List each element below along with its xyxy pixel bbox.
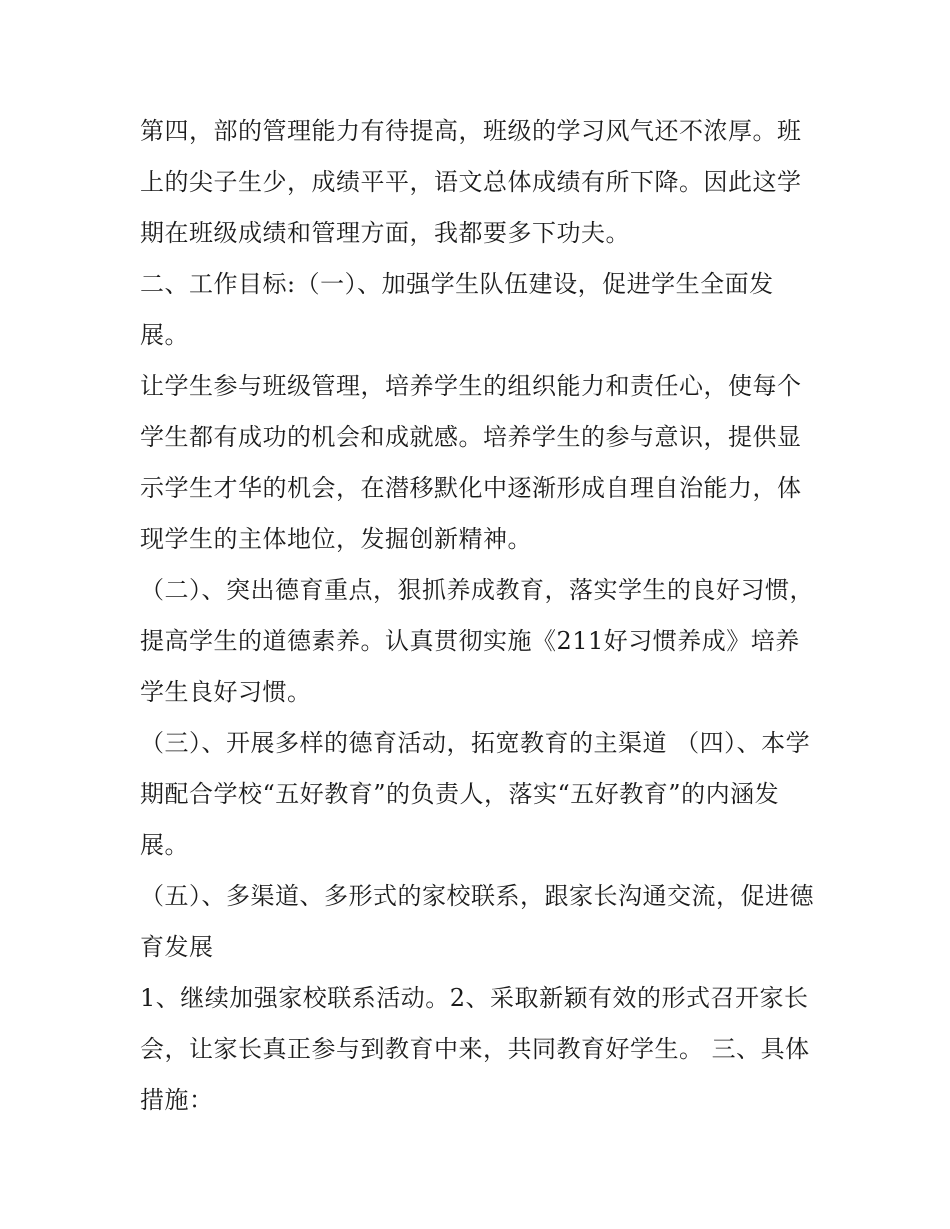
paragraph-home-school-contact: （五）、多渠道、多形式的家校联系，跟家长沟通交流，促进德育发展: [140, 882, 814, 961]
paragraph-problem-statement: 第四，部的管理能力有待提高，班级的学习风气还不浓厚。班上的尖子生少，成绩平平，语文总体成绩有所下降。因此这学期在班级成绩和管理方面，我都要多下功夫。: [140, 117, 802, 247]
paragraph-moral-activities: （三）、开展多样的德育活动，拓宽教育的主渠道 （四）、本学期配合学校“五好教育”的负责人，落实“五好教育”的内涵发展。: [140, 729, 811, 859]
document-body: [140, 106, 820, 1126]
paragraph-measures: 1、继续加强家校联系活动。2、采取新颖有效的形式召开家长会，让家长真正参与到教育中来，共同教育好学生。 三、具体措施：: [140, 984, 810, 1114]
paragraph-moral-education-focus: （二）、突出德育重点，狠抓养成教育，落实学生的良好习惯，提高学生的道德素养。认真贯彻实施《211好习惯养成》培养学生良好习惯。: [140, 576, 814, 706]
paragraph-work-goals-heading: 二、工作目标:（一）、加强学生队伍建设，促进学生全面发展。: [140, 270, 774, 349]
paragraph-student-participation: 让学生参与班级管理，培养学生的组织能力和责任心，使每个学生都有成功的机会和成就感。培养学生的参与意识，提供显示学生才华的机会，在潜移默化中逐渐形成自理自治能力，体现学生的主体地位，发掘创新精神。: [140, 372, 802, 553]
